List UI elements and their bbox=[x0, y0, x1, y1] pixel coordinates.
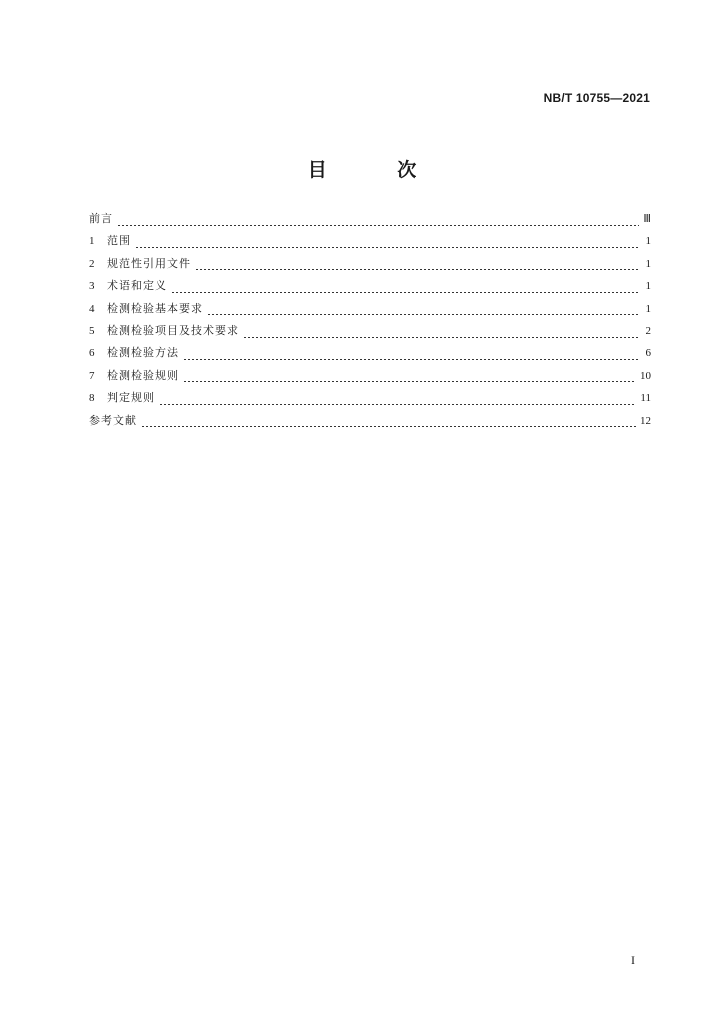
standard-code: NB/T 10755—2021 bbox=[543, 91, 650, 105]
page-number: I bbox=[631, 953, 635, 967]
toc-entry-number: 3 bbox=[89, 280, 95, 293]
toc-entry-number: 1 bbox=[89, 235, 95, 248]
toc-entry-bibliography[interactable] bbox=[89, 412, 651, 434]
toc-entry-page: 11 bbox=[640, 392, 651, 405]
toc-entry-number: 5 bbox=[89, 324, 95, 337]
toc-entry-page: 1 bbox=[645, 280, 651, 293]
dot-leader bbox=[141, 426, 636, 427]
toc-entry-label: 检测检验基本要求 bbox=[107, 301, 203, 315]
toc-entry-number: 4 bbox=[89, 302, 95, 315]
toc-entry-label: 判定规则 bbox=[107, 391, 155, 405]
table-of-contents bbox=[89, 210, 651, 434]
toc-entry-number: 2 bbox=[89, 257, 95, 270]
dot-leader bbox=[207, 314, 639, 315]
toc-entry-5[interactable] bbox=[89, 322, 651, 344]
toc-entry-2[interactable] bbox=[89, 255, 651, 277]
toc-entry-page: 6 bbox=[645, 347, 651, 360]
toc-entry-label: 检测检验项目及技术要求 bbox=[107, 323, 239, 337]
toc-entry-4[interactable] bbox=[89, 300, 651, 322]
toc-entry-label: 术语和定义 bbox=[107, 279, 167, 293]
toc-entry-foreword[interactable] bbox=[89, 210, 651, 232]
dot-leader bbox=[171, 292, 639, 293]
toc-entry-label: 参考文献 bbox=[89, 413, 137, 427]
toc-entry-number: 6 bbox=[89, 347, 95, 360]
toc-entry-label: 前言 bbox=[89, 212, 113, 225]
toc-entry-label: 检测检验方法 bbox=[107, 346, 179, 360]
toc-entry-page: 2 bbox=[645, 324, 651, 337]
toc-entry-6[interactable] bbox=[89, 344, 651, 366]
toc-entry-page: Ⅲ bbox=[643, 213, 651, 225]
toc-entry-8[interactable] bbox=[89, 389, 651, 411]
toc-entry-page: 1 bbox=[645, 302, 651, 315]
dot-leader bbox=[243, 337, 639, 338]
toc-entry-3[interactable] bbox=[89, 277, 651, 299]
toc-entry-number: 7 bbox=[89, 369, 95, 382]
toc-entry-label: 检测检验规则 bbox=[107, 368, 179, 382]
toc-entry-number: 8 bbox=[89, 392, 95, 405]
dot-leader bbox=[183, 381, 636, 382]
toc-entry-page: 12 bbox=[640, 414, 651, 427]
dot-leader bbox=[183, 359, 639, 360]
toc-entry-page: 1 bbox=[645, 235, 651, 248]
toc-entry-label: 规范性引用文件 bbox=[107, 256, 191, 270]
dot-leader bbox=[159, 404, 636, 405]
dot-leader bbox=[117, 225, 639, 226]
toc-entry-1[interactable] bbox=[89, 232, 651, 254]
toc-entry-page: 1 bbox=[645, 257, 651, 270]
toc-entry-label: 范围 bbox=[107, 234, 131, 248]
toc-entry-page: 10 bbox=[640, 369, 651, 382]
toc-title: 目 次 bbox=[307, 159, 449, 181]
dot-leader bbox=[195, 269, 639, 270]
toc-entry-7[interactable] bbox=[89, 367, 651, 389]
dot-leader bbox=[135, 247, 639, 248]
